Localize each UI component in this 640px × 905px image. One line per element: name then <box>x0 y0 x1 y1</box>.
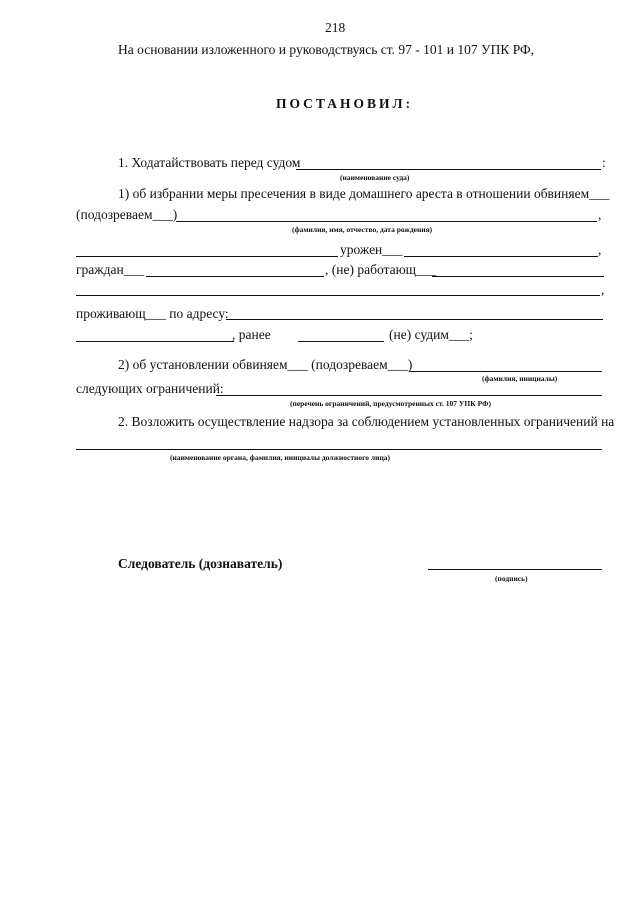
page-number: 218 <box>325 20 346 35</box>
born-comma: , <box>598 242 602 257</box>
birthplace-field[interactable] <box>404 256 598 257</box>
full-name-hint: (фамилия, имя, отчество, дата рождения) <box>292 225 433 234</box>
convicted-label: (не) судим___; <box>389 327 473 342</box>
full-name-field[interactable] <box>176 221 597 222</box>
restrictions-label: следующих ограничений: <box>76 381 224 396</box>
full-name-comma: , <box>598 207 602 222</box>
address-label: проживающ___ по адресу: <box>76 306 229 321</box>
investigator-label: Следователь (дознаватель) <box>118 556 283 571</box>
petition-colon: : <box>602 155 606 170</box>
court-name-field[interactable] <box>296 169 601 170</box>
signature-field[interactable] <box>428 569 602 570</box>
intro-text: На основании изложенного и руководствуясь ст. 97 - 101 и 107 УПК РФ, <box>118 42 535 57</box>
surname-initials-field[interactable] <box>409 371 602 372</box>
signature-hint: (подпись) <box>495 574 528 583</box>
line-comma: , <box>601 282 605 297</box>
supervisor-hint: (наименование органа, фамилия, инициалы должностного лица) <box>170 453 391 462</box>
employment-field[interactable] <box>432 276 604 277</box>
suspect-label: (подозреваем___) <box>76 207 178 222</box>
citizen-label: граждан___ <box>76 262 144 277</box>
citizenship-field[interactable] <box>146 276 324 277</box>
court-name-hint: (наименование суда) <box>340 173 410 182</box>
surname-initials-hint: (фамилия, инициалы) <box>482 374 558 383</box>
supervision-text: 2. Возложить осуществление надзора за соблюдением установленных ограничений на <box>118 414 615 429</box>
address-field[interactable] <box>226 319 603 320</box>
measure-text: 1) об избрании меры пресечения в виде домашнего ареста в отношении обвиняем___ <box>118 186 610 201</box>
address-continued-field[interactable] <box>76 341 234 342</box>
restriction-subject-label: 2) об установлении обвиняем___ (подозреваем___) <box>118 357 413 372</box>
born-label: урожен___ <box>340 242 403 257</box>
employment-continued-field[interactable] <box>76 295 600 296</box>
supervisor-field[interactable] <box>76 449 602 450</box>
previously-field[interactable] <box>298 341 384 342</box>
restrictions-field[interactable] <box>216 395 602 396</box>
name-continued-field[interactable] <box>76 256 338 257</box>
petition-label: 1. Ходатайствовать перед судом <box>118 155 301 170</box>
previously-label: , ранее <box>232 327 271 342</box>
decree-heading: ПОСТАНОВИЛ: <box>276 96 414 111</box>
employment-label: , (не) работающ___ <box>325 262 437 277</box>
restrictions-hint: (перечень ограничений, предусмотренных ст. 107 УПК РФ) <box>290 399 491 408</box>
